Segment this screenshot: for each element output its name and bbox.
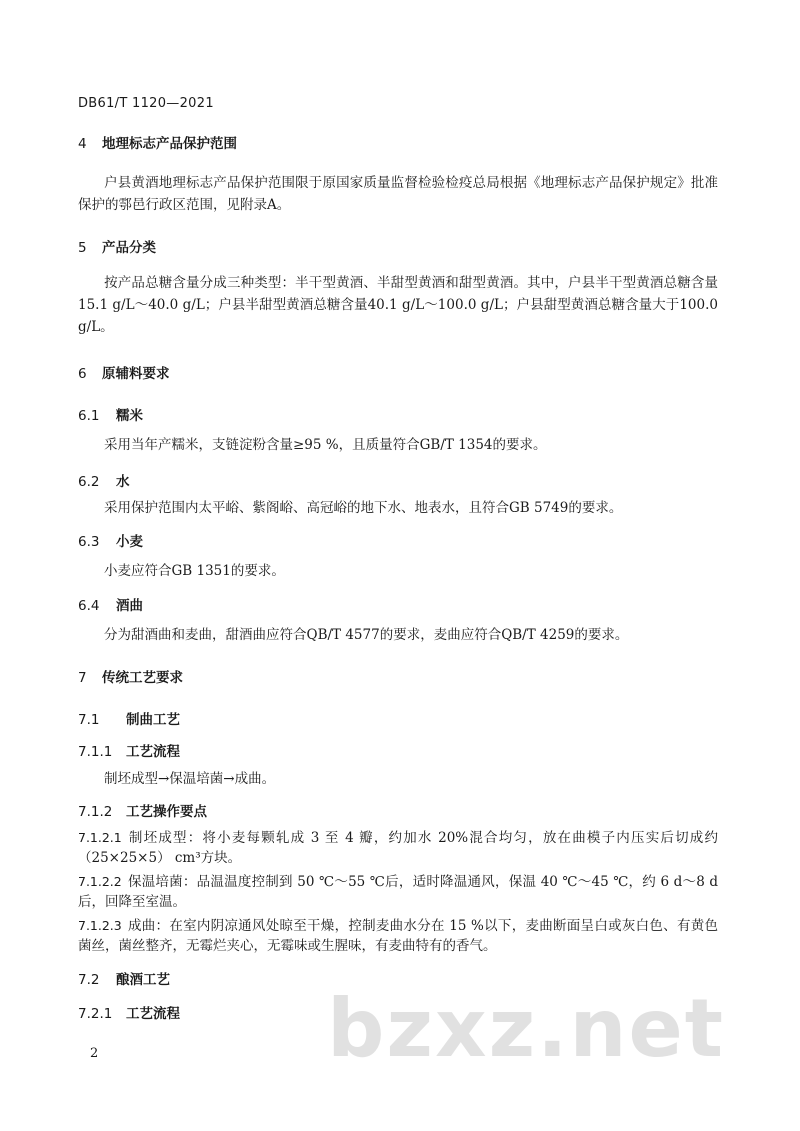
heading-section-6-1 [78,404,143,424]
heading-title: 糯米 [116,408,143,424]
heading-section-5 [78,236,156,256]
paragraph-section-6-2: 采用保护范围内太平峪、紫阁峪、高冠峪的地下水、地表水，且符合GB 5749的要求。 [104,500,623,516]
item-text: 成曲：在室内阴凉通风处晾至干燥，控制麦曲水分在 15 %以下，麦曲断面呈白或灰白色、有黄色菌丝，菌丝整齐，无霉烂夹心，无霉味或生腥味，有麦曲特有的香气。 [78,918,718,954]
heading-section-6-3 [78,530,143,550]
heading-number: 7.2 [78,972,100,988]
heading-title: 原辅料要求 [102,366,170,382]
heading-title: 工艺流程 [126,744,180,760]
item-number: 7.1.2.2 [78,874,122,889]
heading-number: 7.1 [78,712,100,728]
heading-section-6-4 [78,594,143,614]
paragraph-text: 户县黄酒地理标志产品保护范围限于原国家质量监督检验检疫总局根据《地理标志产品保护规定》批准保护的鄠邑行政区范围，见附录A。 [78,175,718,213]
heading-number: 4 [78,136,87,152]
item-7-1-2-2 [78,872,718,912]
heading-number: 6.2 [78,474,100,490]
paragraph-section-6-3: 小麦应符合GB 1351的要求。 [104,563,285,579]
heading-title: 酒曲 [116,598,143,614]
heading-number: 7.1.1 [78,744,113,760]
heading-title: 传统工艺要求 [102,670,183,686]
heading-title: 酿酒工艺 [116,972,170,988]
paragraph-section-6-1: 采用当年产糯米，支链淀粉含量≥95 %，且质量符合GB/T 1354的要求。 [104,437,547,453]
paragraph-section-4 [78,172,718,216]
heading-number: 7 [78,670,87,686]
paragraph-section-6-4: 分为甜酒曲和麦曲，甜酒曲应符合QB/T 4577的要求，麦曲应符合QB/T 4259的要求。 [104,627,629,643]
heading-number: 5 [78,240,87,256]
item-number: 7.1.2.1 [78,830,122,845]
paragraph-text: 按产品总糖含量分成三种类型：半干型黄酒、半甜型黄酒和甜型黄酒。其中，户县半干型黄酒总糖含量15.1 g/L～40.0 g/L；户县半甜型黄酒总糖含量40.1 g/L～100.0 g/L；户县甜型黄酒总糖含量大于100.0 g/L。 [78,275,718,335]
document-code: DB61/T 1120—2021 [78,96,214,111]
heading-number: 6.4 [78,598,100,614]
watermark: bzxz.net [327,982,725,1075]
page-number: 2 [90,1046,99,1061]
heading-section-6 [78,362,170,382]
heading-number: 6.3 [78,534,100,550]
heading-section-7-1 [78,708,180,728]
heading-title: 制曲工艺 [126,712,180,728]
item-7-1-2-3 [78,916,718,956]
item-text: 保温培菌：品温温度控制到 50 ℃～55 ℃后，适时降温通风，保温 40 ℃～45 ℃，约 6 d～8 d后，回降至室温。 [78,874,718,910]
heading-title: 水 [116,474,130,490]
item-text: 制坯成型：将小麦每颗轧成 3 至 4 瓣，约加水 20%混合均匀，放在曲模子内压实后切成约（25×25×5） cm³方块。 [78,830,718,866]
heading-section-7-2-1 [78,1002,180,1022]
heading-number: 7.2.1 [78,1006,113,1022]
heading-section-7-1-1 [78,740,180,760]
heading-title: 工艺操作要点 [126,804,207,820]
heading-section-7-1-2 [78,800,207,820]
heading-title: 工艺流程 [126,1006,180,1022]
paragraph-section-7-1-1: 制坯成型→保温培菌→成曲。 [104,771,276,787]
heading-number: 6 [78,366,87,382]
heading-number: 7.1.2 [78,804,113,820]
heading-number: 6.1 [78,408,100,424]
item-number: 7.1.2.3 [78,918,122,933]
heading-section-7-2 [78,968,170,988]
paragraph-section-5 [78,272,718,338]
heading-section-6-2 [78,470,130,490]
heading-section-4 [78,132,237,152]
heading-title: 小麦 [116,534,143,550]
heading-section-7 [78,666,183,686]
item-7-1-2-1 [78,828,718,868]
heading-title: 地理标志产品保护范围 [102,136,237,152]
heading-title: 产品分类 [102,240,156,256]
